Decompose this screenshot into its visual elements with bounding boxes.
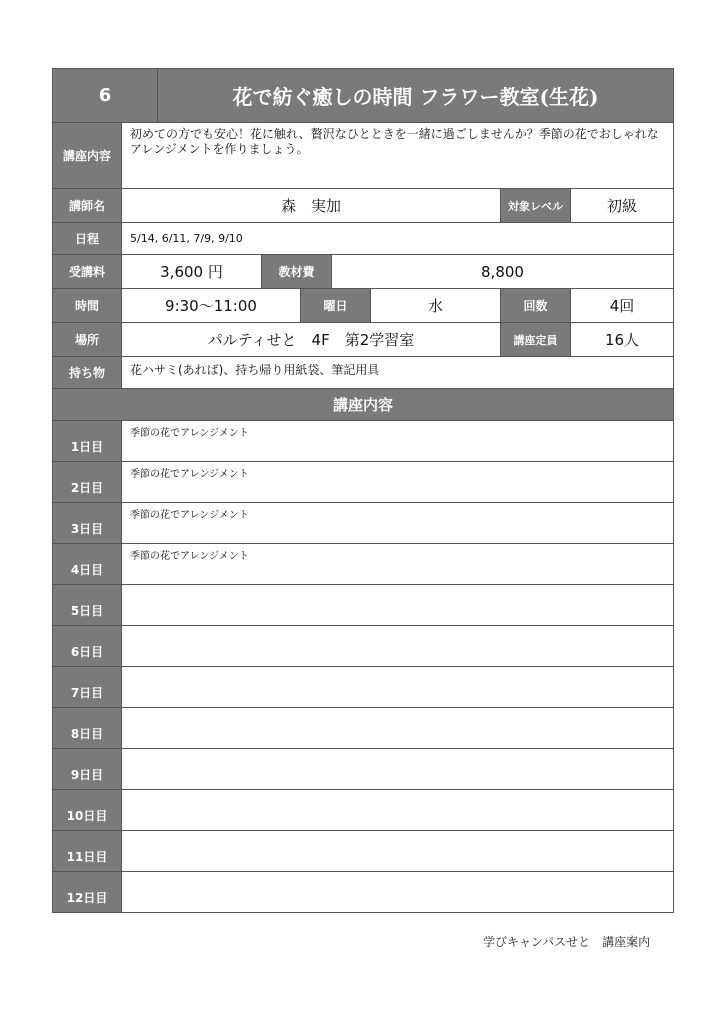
course-sheet: [52, 68, 674, 913]
day-row-11: [53, 831, 673, 872]
day-label: 12日目: [53, 872, 122, 912]
day-content: [122, 667, 673, 707]
content-row: [53, 123, 673, 189]
material-fee-value: 8,800: [481, 262, 524, 281]
course-title: 花で紡ぐ癒しの時間 フラワー教室(生花): [232, 85, 599, 109]
day-label: 6日目: [53, 626, 122, 666]
day-label: 3日目: [53, 503, 122, 543]
day-content: [122, 831, 673, 871]
content-label: 講座内容: [53, 123, 122, 188]
day-row-5: [53, 585, 673, 626]
instructor-label: 講師名: [53, 189, 122, 222]
day-content: [122, 872, 673, 912]
place-value: パルティせと 4F 第2学習室: [122, 323, 501, 356]
count-label: 回数: [501, 289, 571, 322]
place-label: 場所: [53, 323, 122, 356]
day-row-1: [53, 421, 673, 462]
day-row-6: [53, 626, 673, 667]
day-content: [122, 708, 673, 748]
day-label: 4日目: [53, 544, 122, 584]
time-label: 時間: [53, 289, 122, 322]
day-label: 9日目: [53, 749, 122, 789]
day-label: 11日目: [53, 831, 122, 871]
day-row-2: [53, 462, 673, 503]
day-content: [122, 585, 673, 625]
day-label: 1日目: [53, 421, 122, 461]
section-heading: 講座内容: [53, 389, 673, 421]
weekday-value: 水: [371, 289, 501, 322]
instructor-value: 森 実加: [122, 189, 501, 222]
day-label: 8日目: [53, 708, 122, 748]
day-content: [122, 790, 673, 830]
weekday-label: 曜日: [301, 289, 371, 322]
day-content: [122, 749, 673, 789]
day-label: 7日目: [53, 667, 122, 707]
day-row-8: [53, 708, 673, 749]
schedule-label: 日程: [53, 223, 122, 254]
day-content: [122, 626, 673, 666]
day-content: 季節の花でアレンジメント: [130, 469, 249, 480]
day-content: 季節の花でアレンジメント: [130, 510, 249, 521]
material-fee-label: 教材費: [262, 255, 332, 288]
fee-row: [53, 255, 673, 289]
footer-text: 学びキャンパスせと 講座案内: [483, 935, 651, 949]
target-level-value: 初級: [606, 197, 637, 215]
day-row-7: [53, 667, 673, 708]
day-row-12: [53, 872, 673, 913]
count-value: 4回: [609, 297, 635, 315]
day-label: 5日目: [53, 585, 122, 625]
day-row-10: [53, 790, 673, 831]
belongings-label: 持ち物: [53, 357, 122, 388]
place-row: [53, 323, 673, 357]
schedule-row: [53, 223, 673, 255]
fee-label: 受講料: [53, 255, 122, 288]
capacity-value: 16人: [604, 331, 640, 349]
time-row: [53, 289, 673, 323]
day-row-3: [53, 503, 673, 544]
schedule-value: 5/14, 6/11, 7/9, 9/10: [130, 232, 243, 245]
day-content: 季節の花でアレンジメント: [130, 428, 249, 439]
target-level-label: 対象レベル: [501, 189, 571, 222]
course-number: 6: [53, 69, 158, 122]
content-value: 初めての方でも安心！花に触れ、贅沢なひとときを一緒に過ごしませんか？季節の花でおしゃれなアレンジメントを作りましょう。: [130, 127, 659, 156]
day-label: 10日目: [53, 790, 122, 830]
belongings-value: 花ハサミ(あれば)、持ち帰り用紙袋、筆記用具: [130, 363, 380, 377]
belongings-row: [53, 357, 673, 389]
day-row-4: [53, 544, 673, 585]
day-content: 季節の花でアレンジメント: [130, 551, 249, 562]
capacity-label: 講座定員: [501, 323, 571, 356]
fee-value: 3,600 円: [122, 255, 262, 288]
instructor-row: [53, 189, 673, 223]
time-value: 9:30〜11:00: [122, 289, 301, 322]
day-row-9: [53, 749, 673, 790]
day-label: 2日目: [53, 462, 122, 502]
title-row: [53, 69, 673, 123]
